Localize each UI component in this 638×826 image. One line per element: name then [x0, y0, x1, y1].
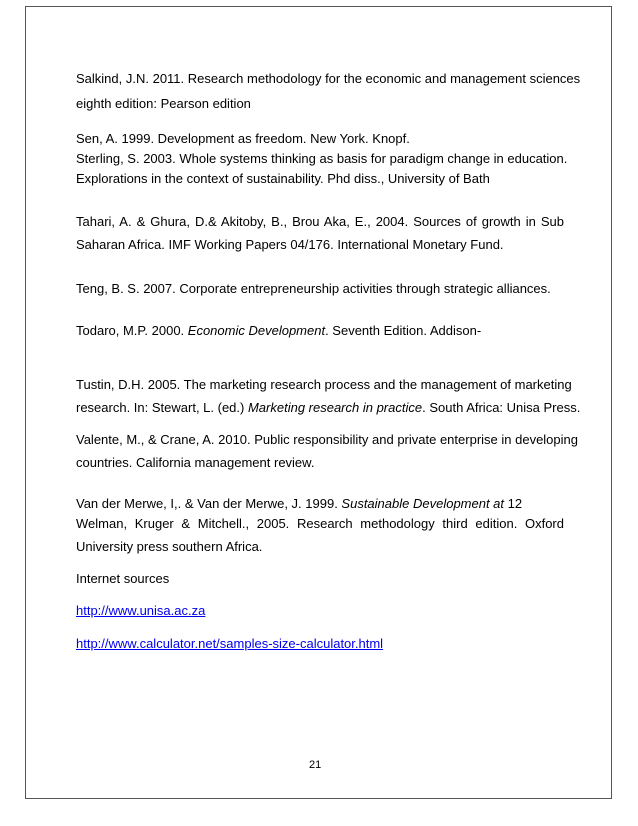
ref-sterling-line2: Explorations in the context of sustainability. Phd diss., University of Bath — [76, 171, 490, 186]
link-unisa-text[interactable]: http://www.unisa.ac.za — [76, 603, 206, 618]
link-calculator[interactable] — [76, 636, 564, 652]
ref-tustin-line2 — [76, 400, 581, 416]
ref-vandermerwe-title: Sustainable Development at — [341, 496, 505, 511]
ref-todaro-title: Economic Development — [187, 323, 326, 338]
ref-tustin-line1: Tustin, D.H. 2005. The marketing research process and the management of marketing — [76, 377, 572, 392]
ref-sen: Sen, A. 1999. Development as freedom. New York. Knopf. — [76, 131, 410, 146]
ref-salkind-line2: eighth edition: Pearson edition — [76, 96, 251, 111]
ref-vandermerwe — [76, 496, 564, 512]
ref-todaro — [76, 323, 564, 339]
ref-tahari-line1: Tahari, A. & Ghura, D.& Akitoby, B., Brou Aka, E., 2004. Sources of growth in Sub — [76, 214, 564, 229]
ref-valente-line2: countries. California management review. — [76, 455, 315, 470]
ref-vandermerwe-rest: 12 — [504, 496, 523, 511]
internet-sources-heading: Internet sources — [76, 571, 170, 586]
ref-todaro-rest: . Seventh Edition. Addison- — [325, 323, 482, 338]
ref-valente-line1: Valente, M., & Crane, A. 2010. Public responsibility and private enterprise in developing — [76, 432, 578, 447]
ref-welman-line2: University press southern Africa. — [76, 539, 263, 554]
ref-welman-line1: Welman, Kruger & Mitchell., 2005. Research methodology third edition. Oxford — [76, 516, 564, 531]
ref-tustin-author: research. In: Stewart, L. (ed.) — [76, 400, 248, 415]
ref-teng: Teng, B. S. 2007. Corporate entrepreneurship activities through strategic alliances. — [76, 281, 551, 296]
ref-tustin-title: Marketing research in practice — [247, 400, 423, 415]
ref-todaro-author: Todaro, M.P. 2000. — [76, 323, 188, 338]
link-calculator-text[interactable]: http://www.calculator.net/samples-size-calculator.html — [76, 636, 384, 651]
ref-tustin-rest: . South Africa: Unisa Press. — [422, 400, 581, 415]
ref-sterling-line1: Sterling, S. 2003. Whole systems thinking as basis for paradigm change in education. — [76, 151, 568, 166]
link-unisa[interactable] — [76, 603, 564, 619]
ref-tahari-line2: Saharan Africa. IMF Working Papers 04/176. International Monetary Fund. — [76, 237, 504, 252]
page-number: 21 — [309, 759, 322, 771]
ref-vandermerwe-author: Van der Merwe, I,. & Van der Merwe, J. 1999. — [76, 496, 342, 511]
ref-salkind-line1: Salkind, J.N. 2011. Research methodology for the economic and management sciences — [76, 71, 581, 86]
